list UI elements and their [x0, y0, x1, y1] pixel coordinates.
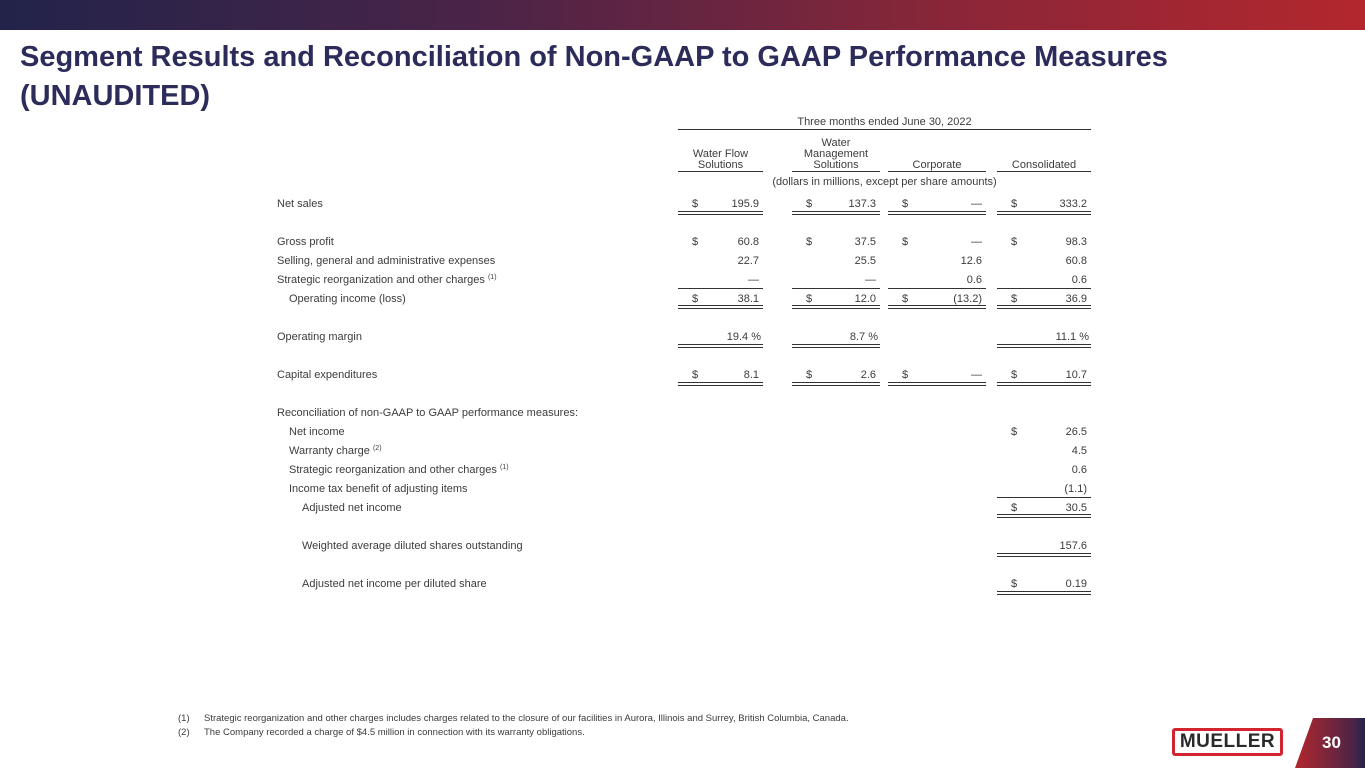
- value-text: —: [971, 236, 982, 248]
- table-row: [0, 233, 1365, 252]
- table-row: [0, 499, 1365, 518]
- currency-symbol: $: [902, 236, 909, 248]
- cell-value: [855, 255, 876, 267]
- column-header-consolidated: Consolidated: [997, 137, 1091, 172]
- cell-corporate: [888, 288, 986, 305]
- cell-value: [1066, 369, 1087, 381]
- cell-water-flow: [678, 271, 763, 287]
- cell-value: [953, 293, 982, 305]
- currency-symbol: $: [806, 293, 813, 305]
- unit-note: (dollars in millions, except per share amounts): [772, 176, 997, 188]
- footnote-ref: (2): [372, 445, 382, 452]
- value-text: 22.7: [737, 255, 759, 267]
- currency-symbol: $: [902, 293, 909, 305]
- row-label: [302, 540, 523, 552]
- cell-value: [1066, 293, 1087, 305]
- row-label-text: Income tax benefit of adjusting items: [289, 483, 468, 495]
- currency-symbol: $: [902, 369, 909, 381]
- cell-value: [855, 293, 876, 305]
- cell-consolidated: [997, 271, 1091, 287]
- cell-consolidated: [997, 497, 1091, 514]
- cell-value: [1056, 331, 1089, 343]
- currency-symbol: $: [1011, 198, 1018, 210]
- table-row: [0, 195, 1365, 214]
- row-label-text: Weighted average diluted shares outstanding: [302, 540, 523, 552]
- row-label-text: Strategic reorganization and other charges: [277, 274, 485, 286]
- column-header-water-management: Water Management Solutions: [792, 137, 880, 172]
- currency-symbol: $: [806, 236, 813, 248]
- value-text: 12.6: [960, 255, 982, 267]
- value-text: 2.6: [860, 369, 876, 381]
- value-text: 25.5: [854, 255, 876, 267]
- row-label-text: Adjusted net income per diluted share: [302, 578, 487, 590]
- cell-water-management: [792, 328, 880, 344]
- cell-water-management: [792, 233, 880, 249]
- value-text: 19.4: [726, 331, 749, 343]
- row-label: [289, 483, 468, 495]
- footnote-ref: (1): [499, 464, 509, 471]
- footnote-ref: (1): [487, 274, 497, 281]
- value-text: 137.3: [848, 198, 876, 210]
- cell-consolidated: [997, 366, 1091, 382]
- value-text: (13.2): [953, 293, 982, 305]
- value-text: 0.6: [1071, 274, 1087, 286]
- currency-symbol: $: [692, 236, 699, 248]
- period-header: Three months ended June 30, 2022: [678, 116, 1091, 130]
- row-label: [289, 445, 382, 457]
- cell-value: [738, 293, 759, 305]
- cell-value: [1066, 578, 1087, 590]
- value-text: 8.7: [849, 331, 866, 343]
- cell-value: [727, 331, 761, 343]
- row-label-text: Operating income (loss): [289, 293, 406, 305]
- cell-value: [855, 236, 876, 248]
- value-text: 10.7: [1065, 369, 1087, 381]
- value-text: 37.5: [854, 236, 876, 248]
- row-label-text: Net sales: [277, 198, 323, 210]
- currency-symbol: $: [1011, 578, 1018, 590]
- currency-symbol: $: [806, 198, 813, 210]
- value-text: 26.5: [1065, 426, 1087, 438]
- row-label-text: Strategic reorganization and other charges: [289, 464, 497, 476]
- value-text: 0.6: [966, 274, 982, 286]
- cell-value: [738, 236, 759, 248]
- row-label: [302, 578, 487, 590]
- cell-value: [744, 369, 759, 381]
- page-title: Segment Results and Reconciliation of Non-GAAP to GAAP Performance Measures (UNAUDITED): [20, 41, 1168, 112]
- cell-consolidated: [997, 288, 1091, 305]
- table-row: [0, 328, 1365, 347]
- column-header-corporate: Corporate: [888, 137, 986, 172]
- currency-symbol: $: [806, 369, 813, 381]
- cell-corporate: [888, 233, 986, 249]
- table-row: [0, 461, 1365, 480]
- footnote-text: Strategic reorganization and other charges includes charges related to the closure of our facilities in Aurora, Illinois and Surrey, British Columbia, Canada.: [204, 713, 849, 724]
- cell-consolidated: [997, 195, 1091, 211]
- currency-symbol: $: [1011, 426, 1018, 438]
- cell-value: [971, 236, 982, 248]
- currency-symbol: $: [1011, 502, 1018, 514]
- value-text: 98.3: [1065, 236, 1087, 248]
- cell-value: [731, 198, 759, 210]
- row-label-text: Reconciliation of non-GAAP to GAAP performance measures:: [277, 407, 579, 419]
- cell-value: [1072, 274, 1087, 286]
- row-label: [277, 255, 495, 267]
- cell-consolidated: [997, 442, 1091, 458]
- cell-value: [1072, 464, 1087, 476]
- cell-consolidated: [997, 461, 1091, 477]
- table-row: [0, 404, 1365, 423]
- table-row: [0, 480, 1365, 499]
- cell-water-management: [792, 288, 880, 305]
- value-text: 38.1: [737, 293, 759, 305]
- row-label: [289, 293, 406, 305]
- currency-symbol: $: [692, 198, 699, 210]
- currency-symbol: $: [1011, 293, 1018, 305]
- cell-consolidated: [997, 423, 1091, 439]
- value-text: 30.5: [1065, 502, 1087, 514]
- cell-consolidated: [997, 537, 1091, 553]
- value-text: 8.1: [743, 369, 759, 381]
- row-label: [277, 369, 377, 381]
- row-label: [277, 198, 323, 210]
- mueller-logo: MUELLER: [1172, 728, 1283, 756]
- row-label: [289, 464, 509, 476]
- value-text: —: [748, 274, 759, 286]
- table-row: [0, 252, 1365, 271]
- row-label: [277, 407, 578, 419]
- cell-consolidated: [997, 575, 1091, 591]
- cell-value: [1066, 236, 1087, 248]
- row-label-text: Adjusted net income: [302, 502, 402, 514]
- cell-value: [738, 255, 759, 267]
- row-label: [277, 331, 362, 343]
- value-text: —: [971, 198, 982, 210]
- cell-water-flow: [678, 366, 763, 382]
- cell-value: [1066, 502, 1087, 514]
- cell-water-flow: [678, 328, 763, 344]
- cell-consolidated: [997, 480, 1091, 496]
- cell-consolidated: [997, 233, 1091, 249]
- row-label: [302, 502, 402, 514]
- value-text: (1.1): [1064, 483, 1087, 495]
- value-text: 12.0: [854, 293, 876, 305]
- cell-value: [1072, 445, 1087, 457]
- cell-value: [865, 274, 876, 286]
- cell-value: [848, 198, 876, 210]
- cell-consolidated: [997, 328, 1091, 344]
- percent-sign: %: [1079, 331, 1089, 343]
- row-label: [277, 274, 497, 286]
- cell-corporate: [888, 366, 986, 382]
- cell-corporate: [888, 252, 986, 268]
- cell-consolidated: [997, 252, 1091, 268]
- column-header-water-flow: Water Flow Solutions: [678, 137, 763, 172]
- value-text: —: [971, 369, 982, 381]
- table-row: [0, 423, 1365, 442]
- footnote-number: (2): [178, 727, 190, 738]
- percent-sign: %: [751, 331, 761, 343]
- table-row: [0, 366, 1365, 385]
- cell-value: [967, 274, 982, 286]
- row-label-text: Selling, general and administrative expenses: [277, 255, 496, 267]
- table-row: [0, 575, 1365, 594]
- cell-water-flow: [678, 233, 763, 249]
- currency-symbol: $: [692, 293, 699, 305]
- cell-value: [1066, 255, 1087, 267]
- cell-water-flow: [678, 195, 763, 211]
- value-text: 4.5: [1071, 445, 1087, 457]
- value-text: 60.8: [737, 236, 759, 248]
- row-label-text: Warranty charge: [289, 445, 370, 457]
- cell-value: [1066, 426, 1087, 438]
- table-row: [0, 537, 1365, 556]
- currency-symbol: $: [902, 198, 909, 210]
- row-label: [289, 426, 345, 438]
- value-text: 11.1: [1055, 331, 1077, 343]
- cell-value: [1064, 483, 1087, 495]
- cell-value: [1059, 198, 1087, 210]
- percent-sign: %: [868, 331, 878, 343]
- row-label-text: Net income: [289, 426, 345, 438]
- value-text: —: [865, 274, 876, 286]
- cell-value: [961, 255, 982, 267]
- value-text: 0.19: [1065, 578, 1087, 590]
- value-text: 0.6: [1071, 464, 1087, 476]
- table-row: [0, 290, 1365, 309]
- page-number: 30: [1322, 733, 1341, 752]
- footnote-text: The Company recorded a charge of $4.5 million in connection with its warranty obligations.: [204, 727, 585, 738]
- value-text: 60.8: [1065, 255, 1087, 267]
- row-label-text: Gross profit: [277, 236, 334, 248]
- row-label-text: Capital expenditures: [277, 369, 378, 381]
- cell-value: [971, 369, 982, 381]
- value-text: 36.9: [1065, 293, 1087, 305]
- footnote-number: (1): [178, 713, 190, 724]
- cell-value: [748, 274, 759, 286]
- cell-value: [850, 331, 878, 343]
- table-row: [0, 442, 1365, 461]
- cell-value: [1059, 540, 1087, 552]
- row-label: [277, 236, 334, 248]
- value-text: 333.2: [1059, 198, 1087, 210]
- cell-water-management: [792, 252, 880, 268]
- row-label-text: Operating margin: [277, 331, 362, 343]
- cell-water-flow: [678, 288, 763, 305]
- cell-corporate: [888, 271, 986, 287]
- value-text: 157.6: [1059, 540, 1087, 552]
- cell-water-management: [792, 366, 880, 382]
- cell-water-flow: [678, 252, 763, 268]
- cell-corporate: [888, 195, 986, 211]
- currency-symbol: $: [692, 369, 699, 381]
- cell-water-management: [792, 195, 880, 211]
- cell-value: [971, 198, 982, 210]
- currency-symbol: $: [1011, 369, 1018, 381]
- cell-water-management: [792, 271, 880, 287]
- value-text: 195.9: [731, 198, 759, 210]
- cell-value: [861, 369, 876, 381]
- currency-symbol: $: [1011, 236, 1018, 248]
